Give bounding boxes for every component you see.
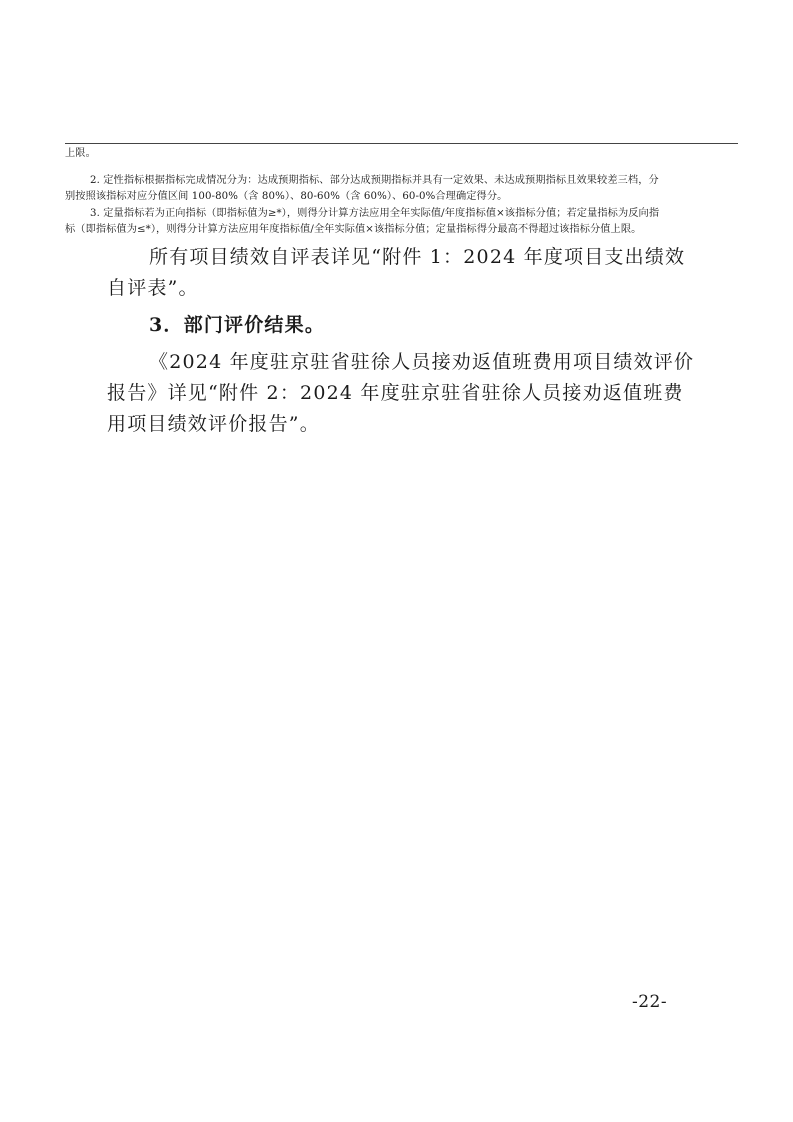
page-number: -22- (632, 992, 668, 1012)
body-text-block (107, 242, 699, 440)
footnotes-block (65, 146, 738, 238)
paragraph-evaluation-report: 《2024 年度驻京驻省驻徐人员接劝返值班费用项目绩效评价报告》详见“附件 2：2024 年度驻京驻省驻徐人员接劝返值班费用项目绩效评价报告”。 (107, 351, 695, 435)
footnote-2-line-2: 别按照该指标对应分值区间 100-80%（含 80%）、80-60%（含 60%）、60-0%合理确定得分。 (65, 191, 508, 202)
section-heading-department-evaluation: 3．部门评价结果。 (149, 314, 326, 336)
footnote-3-line-2: 标（即指标值为≤*），则得分计算方法应用年度指标值/全年实际值×该指标分值；定量指标得分最高不得超过该指标分值上限。 (65, 224, 642, 235)
footnote-continuation: 上限。 (65, 148, 96, 159)
footnote-separator-line (65, 143, 738, 144)
footnote-3-line-1: 3. 定量指标若为正向指标（即指标值为≥*），则得分计算方法应用全年实际值/年度指标值×该指标分值；若定量指标为反向指 (90, 208, 660, 219)
footnote-2-line-1: 2. 定性指标根据指标完成情况分为：达成预期指标、部分达成预期指标并具有一定效果、未达成预期指标且效果较差三档，分 (90, 175, 659, 186)
paragraph-self-evaluation: 所有项目绩效自评表详见“附件 1：2024 年度项目支出绩效自评表”。 (107, 246, 686, 299)
